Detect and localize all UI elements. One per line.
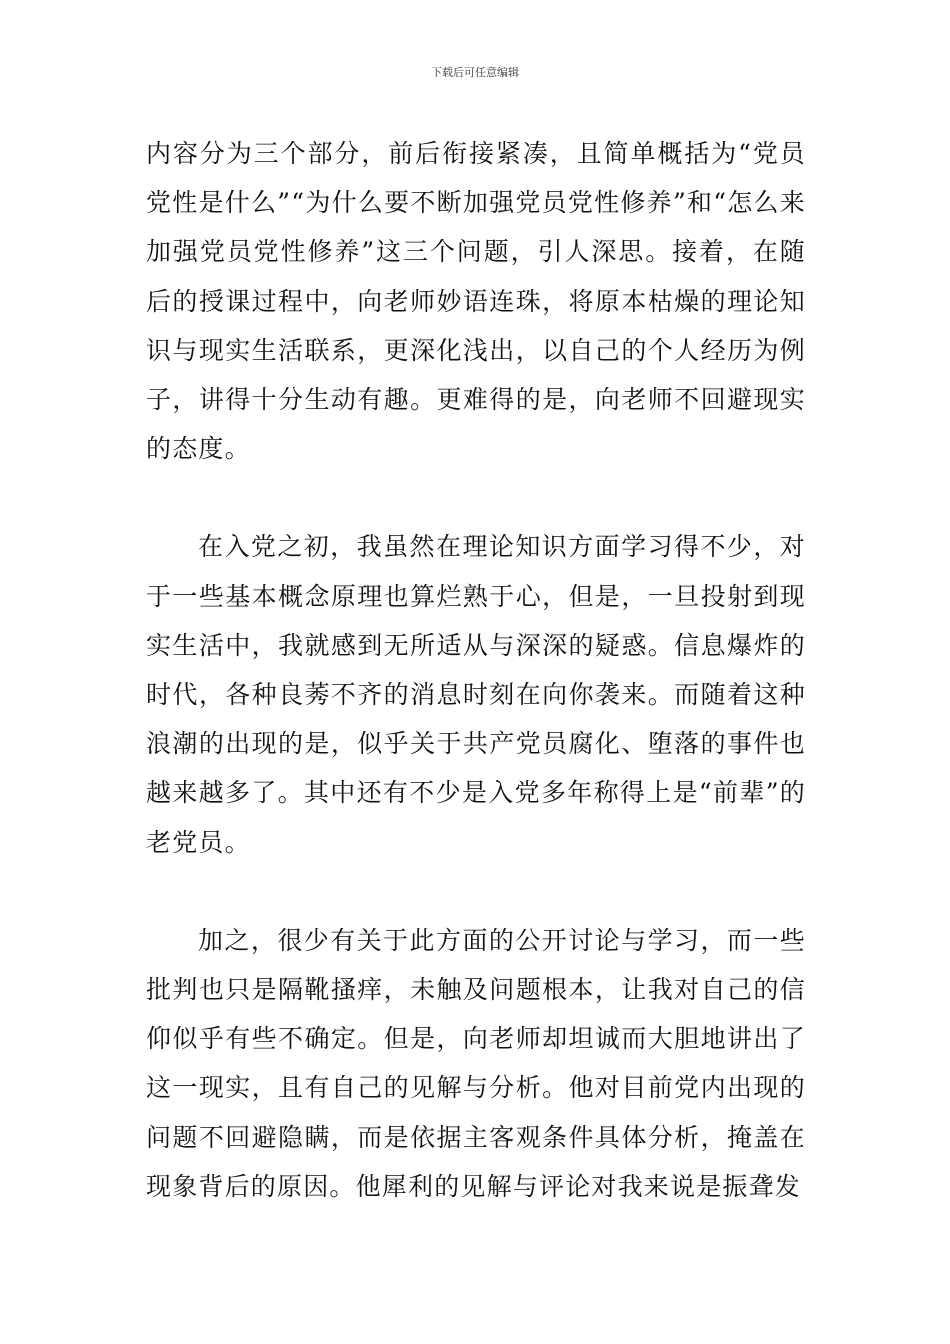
paragraph-2: 在入党之初，我虽然在理论知识方面学习得不少，对于一些基本概念原理也算烂熟于心，但是，一旦投射到现实生活中，我就感到无所适从与深深的疑惑。信息爆炸的时代，各种良莠不齐的消息时刻在向你袭来。而随着这种浪潮的出现的是，似乎关于共产党员腐化、堕落的事件也越来越多了。其中还有不少是入党多年称得上是“前辈”的老党员。 [146, 532, 806, 857]
page-header: 下载后可任意编辑 [431, 66, 519, 79]
paragraph-gap [146, 867, 806, 916]
body-text [146, 129, 806, 1211]
paragraph-3: 加之，很少有关于此方面的公开讨论与学习，而一些批判也只是隔靴搔痒，未触及问题根本，让我对自己的信仰似乎有些不确定。但是，向老师却坦诚而大胆地讲出了这一现实，且有自己的见解与分析。他对目前党内出现的问题不回避隐瞒，而是依据主客观条件具体分析，掩盖在现象背后的原因。他犀利的见解与评论对我来说是振聋发 [146, 925, 806, 1201]
paragraph-gap [146, 473, 806, 522]
paragraph-1: 内容分为三个部分，前后衔接紧凑，且简单概括为“党员党性是什么”“为什么要不断加强党员党性修养”和“怎么来加强党员党性修养”这三个问题，引人深思。接着，在随后的授课过程中，向老师妙语连珠，将原本枯燥的理论知识与现实生活联系，更深化浅出，以自己的个人经历为例子，讲得十分生动有趣。更难得的是，向老师不回避现实的态度。 [146, 139, 806, 464]
